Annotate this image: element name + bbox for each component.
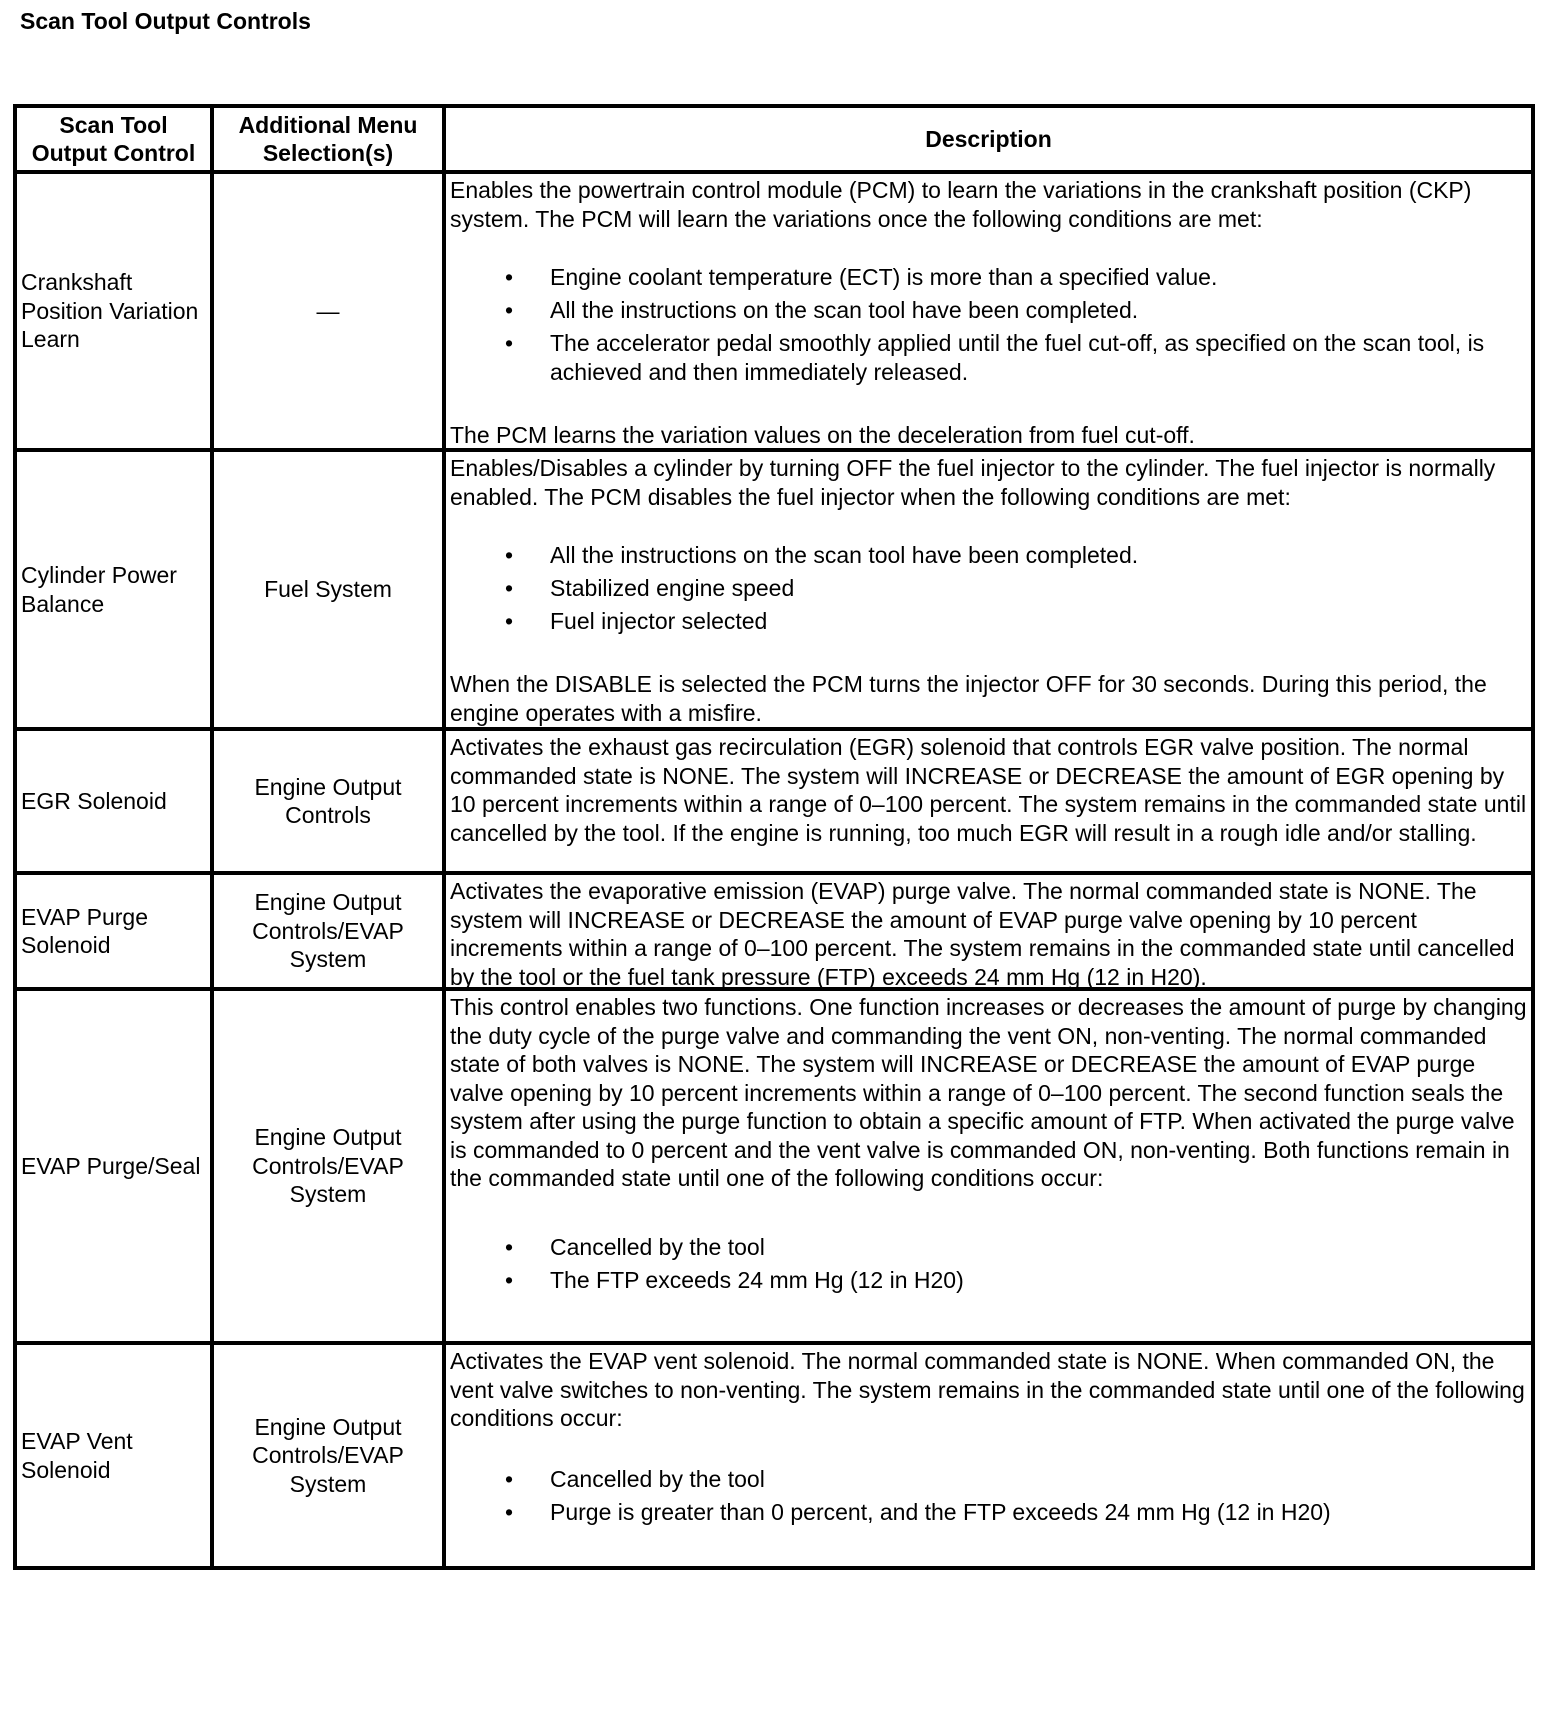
list-item-text: All the instructions on the scan tool have been completed.: [550, 297, 1139, 323]
bullet-icon: •: [504, 608, 514, 634]
list-item: [450, 329, 1527, 386]
condition-list: [450, 1465, 1527, 1531]
table-row: [15, 450, 1533, 729]
list-item: [450, 607, 1527, 636]
output-control-name: Crankshaft Position Variation Learn: [15, 172, 212, 450]
header-scan-tool-output-control: Scan Tool Output Control: [15, 106, 212, 172]
table-row: [15, 989, 1533, 1343]
list-item: [450, 1498, 1527, 1527]
list-item-text: The FTP exceeds 24 mm Hg (12 in H20): [550, 1266, 964, 1293]
list-item-text: Engine coolant temperature (ECT) is more than a specified value.: [550, 264, 1218, 290]
list-item-text: Cancelled by the tool: [550, 1466, 765, 1493]
list-item-text: The accelerator pedal smoothly applied until the fuel cut-off, as specified on the scan tool, is achieved and then immediately released.: [550, 330, 1485, 385]
menu-selection: Engine Output Controls/EVAP System: [212, 873, 444, 989]
description-cell: [444, 873, 1533, 989]
menu-selection: Engine Output Controls: [212, 729, 444, 873]
description-content: [450, 1347, 1527, 1564]
output-control-name: EVAP Vent Solenoid: [15, 1343, 212, 1568]
table-row: [15, 1343, 1533, 1568]
list-item: [450, 1465, 1527, 1494]
table-row: [15, 873, 1533, 989]
bullet-icon: •: [504, 1266, 514, 1293]
list-item: [450, 1266, 1527, 1295]
description-content: [450, 993, 1527, 1339]
bullet-icon: •: [504, 264, 514, 290]
output-control-name: EVAP Purge Solenoid: [15, 873, 212, 989]
list-item: [450, 296, 1527, 325]
bullet-icon: •: [504, 1466, 514, 1493]
bullet-icon: •: [504, 330, 514, 356]
condition-list: [450, 1233, 1527, 1299]
description-outro: When the DISABLE is selected the PCM turns the injector OFF for 30 seconds. During this period, the engine operates with a misfire.: [450, 671, 1487, 726]
bullet-icon: •: [504, 542, 514, 568]
header-additional-menu-selections: Additional Menu Selection(s): [212, 106, 444, 172]
list-item-text: Purge is greater than 0 percent, and the FTP exceeds 24 mm Hg (12 in H20): [550, 1499, 1331, 1526]
description-intro: This control enables two functions. One function increases or decreases the amount of purge by changing the duty cycle of the purge valve and commanding the vent ON, non-venting. The normal commanded state of both valves is NONE. The system will INCREASE or DECREASE the amount of EVAP purge valve opening by 10 percent increments within a range of 0–100 percent. The second function seals the system after using the purge function to obtain a specific amount of FTP. When activated the purge valve is commanded to 0 percent and the vent valve is commanded ON, non-venting. Both functions remain in the commanded state until one of the following conditions occur:: [450, 994, 1527, 1191]
description-cell: [444, 1343, 1533, 1568]
list-item-text: Fuel injector selected: [550, 608, 768, 634]
list-item-text: All the instructions on the scan tool have been completed.: [550, 542, 1139, 568]
document-title: Scan Tool Output Controls: [20, 8, 311, 34]
header-row: [15, 106, 1533, 172]
description-content: [450, 733, 1527, 869]
description-intro: Activates the evaporative emission (EVAP) purge valve. The normal commanded state is NONE. The system will INCREASE or DECREASE the amount of EVAP purge valve opening by 10 percent increments within a range of 0–100 percent. The system remains in the commanded state until cancelled by the tool or the fuel tank pressure (FTP) exceeds 24 mm Hg (12 in H20).: [450, 878, 1515, 990]
description-cell: [444, 172, 1533, 450]
header-description: Description: [444, 106, 1533, 172]
list-item: [450, 1233, 1527, 1262]
description-content: [450, 176, 1527, 446]
description-outro: The PCM learns the variation values on the deceleration from fuel cut-off.: [450, 421, 1195, 448]
menu-selection: Fuel System: [212, 450, 444, 729]
condition-list: [450, 263, 1527, 391]
list-item: [450, 574, 1527, 603]
table-body: [15, 172, 1533, 1568]
list-item-text: Stabilized engine speed: [550, 575, 795, 601]
description-intro: Activates the EVAP vent solenoid. The normal commanded state is NONE. When commanded ON, the vent valve switches to non-venting. The system remains in the commanded state until one of the following conditions occur:: [450, 1348, 1525, 1431]
description-cell: [444, 450, 1533, 729]
description-cell: [444, 729, 1533, 873]
condition-list: [450, 541, 1527, 640]
list-item: [450, 541, 1527, 570]
description-content: [450, 877, 1527, 990]
output-control-name: Cylinder Power Balance: [15, 450, 212, 729]
bullet-icon: •: [504, 1499, 514, 1526]
menu-selection: —: [212, 172, 444, 450]
table-row: [15, 172, 1533, 450]
output-control-name: EVAP Purge/Seal: [15, 989, 212, 1343]
output-controls-table: [13, 104, 1535, 1570]
table-row: [15, 729, 1533, 873]
bullet-icon: •: [504, 297, 514, 323]
description-intro: Enables the powertrain control module (PCM) to learn the variations in the crankshaft position (CKP) system. The PCM will learn the variations once the following conditions are met:: [450, 177, 1472, 232]
menu-selection: Engine Output Controls/EVAP System: [212, 1343, 444, 1568]
menu-selection: Engine Output Controls/EVAP System: [212, 989, 444, 1343]
description-intro: Activates the exhaust gas recirculation (EGR) solenoid that controls EGR valve position. The normal commanded state is NONE. The system will INCREASE or DECREASE the amount of EGR opening by 10 percent increments within a range of 0–100 percent. The system remains in the commanded state until cancelled by the tool. If the engine is running, too much EGR will result in a rough idle and/or stalling.: [450, 734, 1527, 846]
bullet-icon: •: [504, 1233, 514, 1260]
output-control-name: EGR Solenoid: [15, 729, 212, 873]
description-cell: [444, 989, 1533, 1343]
list-item: [450, 263, 1527, 292]
list-item-text: Cancelled by the tool: [550, 1233, 765, 1260]
bullet-icon: •: [504, 575, 514, 601]
description-content: [450, 454, 1527, 725]
description-intro: Enables/Disables a cylinder by turning OFF the fuel injector to the cylinder. The fuel injector is normally enabled. The PCM disables the fuel injector when the following conditions are met:: [450, 455, 1496, 510]
